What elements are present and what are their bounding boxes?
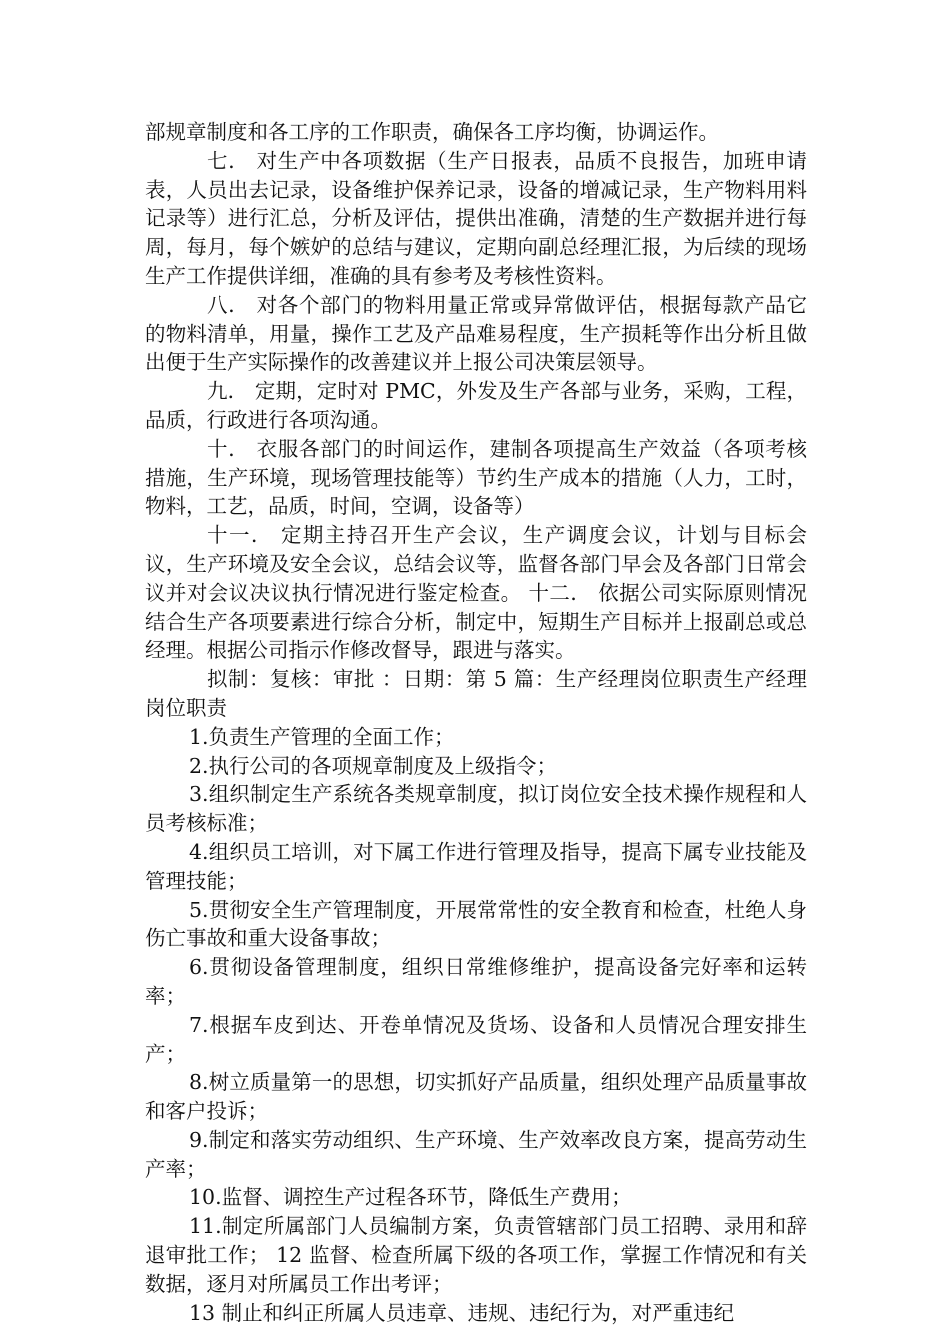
paragraph-continuation: 部规章制度和各工序的工作职责，确保各工序均衡，协调运作。	[145, 120, 719, 144]
duty-item-13: 13 制止和纠正所属人员违章、违规、违纪行为，对严重违纪	[189, 1300, 735, 1325]
duty-item-5: 5.贯彻安全生产管理制度，开展常常性的安全教育和检查，杜绝人身伤亡事故和重大设备事故；	[145, 897, 807, 951]
duty-item-10: 10.监督、调控生产过程各环节，降低生产费用；	[189, 1185, 632, 1210]
duty-item-8: 8.树立质量第一的思想，切实抓好产品质量，组织处理产品质量事故和客户投诉；	[145, 1070, 807, 1124]
duty-item-11-12: 11.制定所属部门人员编制方案，负责管辖部门员工招聘、录用和辞退审批工作； 12 监督、检查所属下级的各项工作，掌握工作情况和有关数据，逐月对所属员工作出考评；	[145, 1214, 807, 1296]
paragraph-item-10: 十． 衣服各部门的时间运作，建制各项提高生产效益（各项考核措施，生产环境，现场管理技能等）节约生产成本的措施（人力，工时，物料，工艺，品质，时间，空调，设备等）	[145, 436, 807, 519]
duty-item-3: 3.组织制定生产系统各类规章制度，拟订岗位安全技术操作规程和人员考核标准；	[145, 782, 807, 836]
duty-item-1: 1.负责生产管理的全面工作；	[189, 724, 455, 749]
paragraph-item-9: 九． 定期，定时对 PMC，外发及生产各部与业务，采购，工程，品质，行政进行各项沟通。	[145, 379, 807, 432]
duty-item-9: 9.制定和落实劳动组织、生产环境、生产效率改良方案，提高劳动生产率；	[145, 1127, 807, 1181]
duty-item-6: 6.贯彻设备管理制度，组织日常维修维护，提高设备完好率和运转率；	[145, 955, 807, 1008]
document-body	[145, 118, 807, 1327]
paragraph-item-8: 八． 对各个部门的物料用量正常或异常做评估，根据每款产品它的物料清单，用量，操作工艺及产品难易程度，生产损耗等作出分析且做出便于生产实际操作的改善建议并上报公司决策层领导。	[145, 292, 807, 375]
paragraph-signoff-heading: 拟制：复核：审批 ：日期：第 5 篇：生产经理岗位职责生产经理岗位职责	[145, 667, 807, 720]
duty-item-7: 7.根据车皮到达、开卷单情况及货场、设备和人员情况合理安排生产；	[145, 1012, 807, 1066]
duty-item-4: 4.组织员工培训，对下属工作进行管理及指导，提高下属专业技能及管理技能；	[145, 839, 807, 893]
paragraph-item-7: 七． 对生产中各项数据（生产日报表，品质不良报告，加班申请表，人员出去记录，设备维护保养记录，设备的增减记录，生产物料用料记录等）进行汇总，分析及评估，提供出准确，清楚的生产数据并进行每周，每月，每个嫉妒的总结与建议，定期向副总经理汇报，为后续的现场生产工作提供详细，准确的具有参考及考核性资料。	[145, 148, 807, 288]
duty-item-2: 2.执行公司的各项规章制度及上级指令；	[189, 753, 558, 778]
paragraph-item-11-12: 十一． 定期主持召开生产会议，生产调度会议，计划与目标会议，生产环境及安全会议，总结会议等，监督各部门早会及各部门日常会议并对会议决议执行情况进行鉴定检查。 十二． 依据公司实际原则情况结合生产各项要素进行综合分析，制定中，短期生产目标并上报副总或总经理。根据公司指示作修改督导，跟进与落实。	[145, 523, 807, 663]
